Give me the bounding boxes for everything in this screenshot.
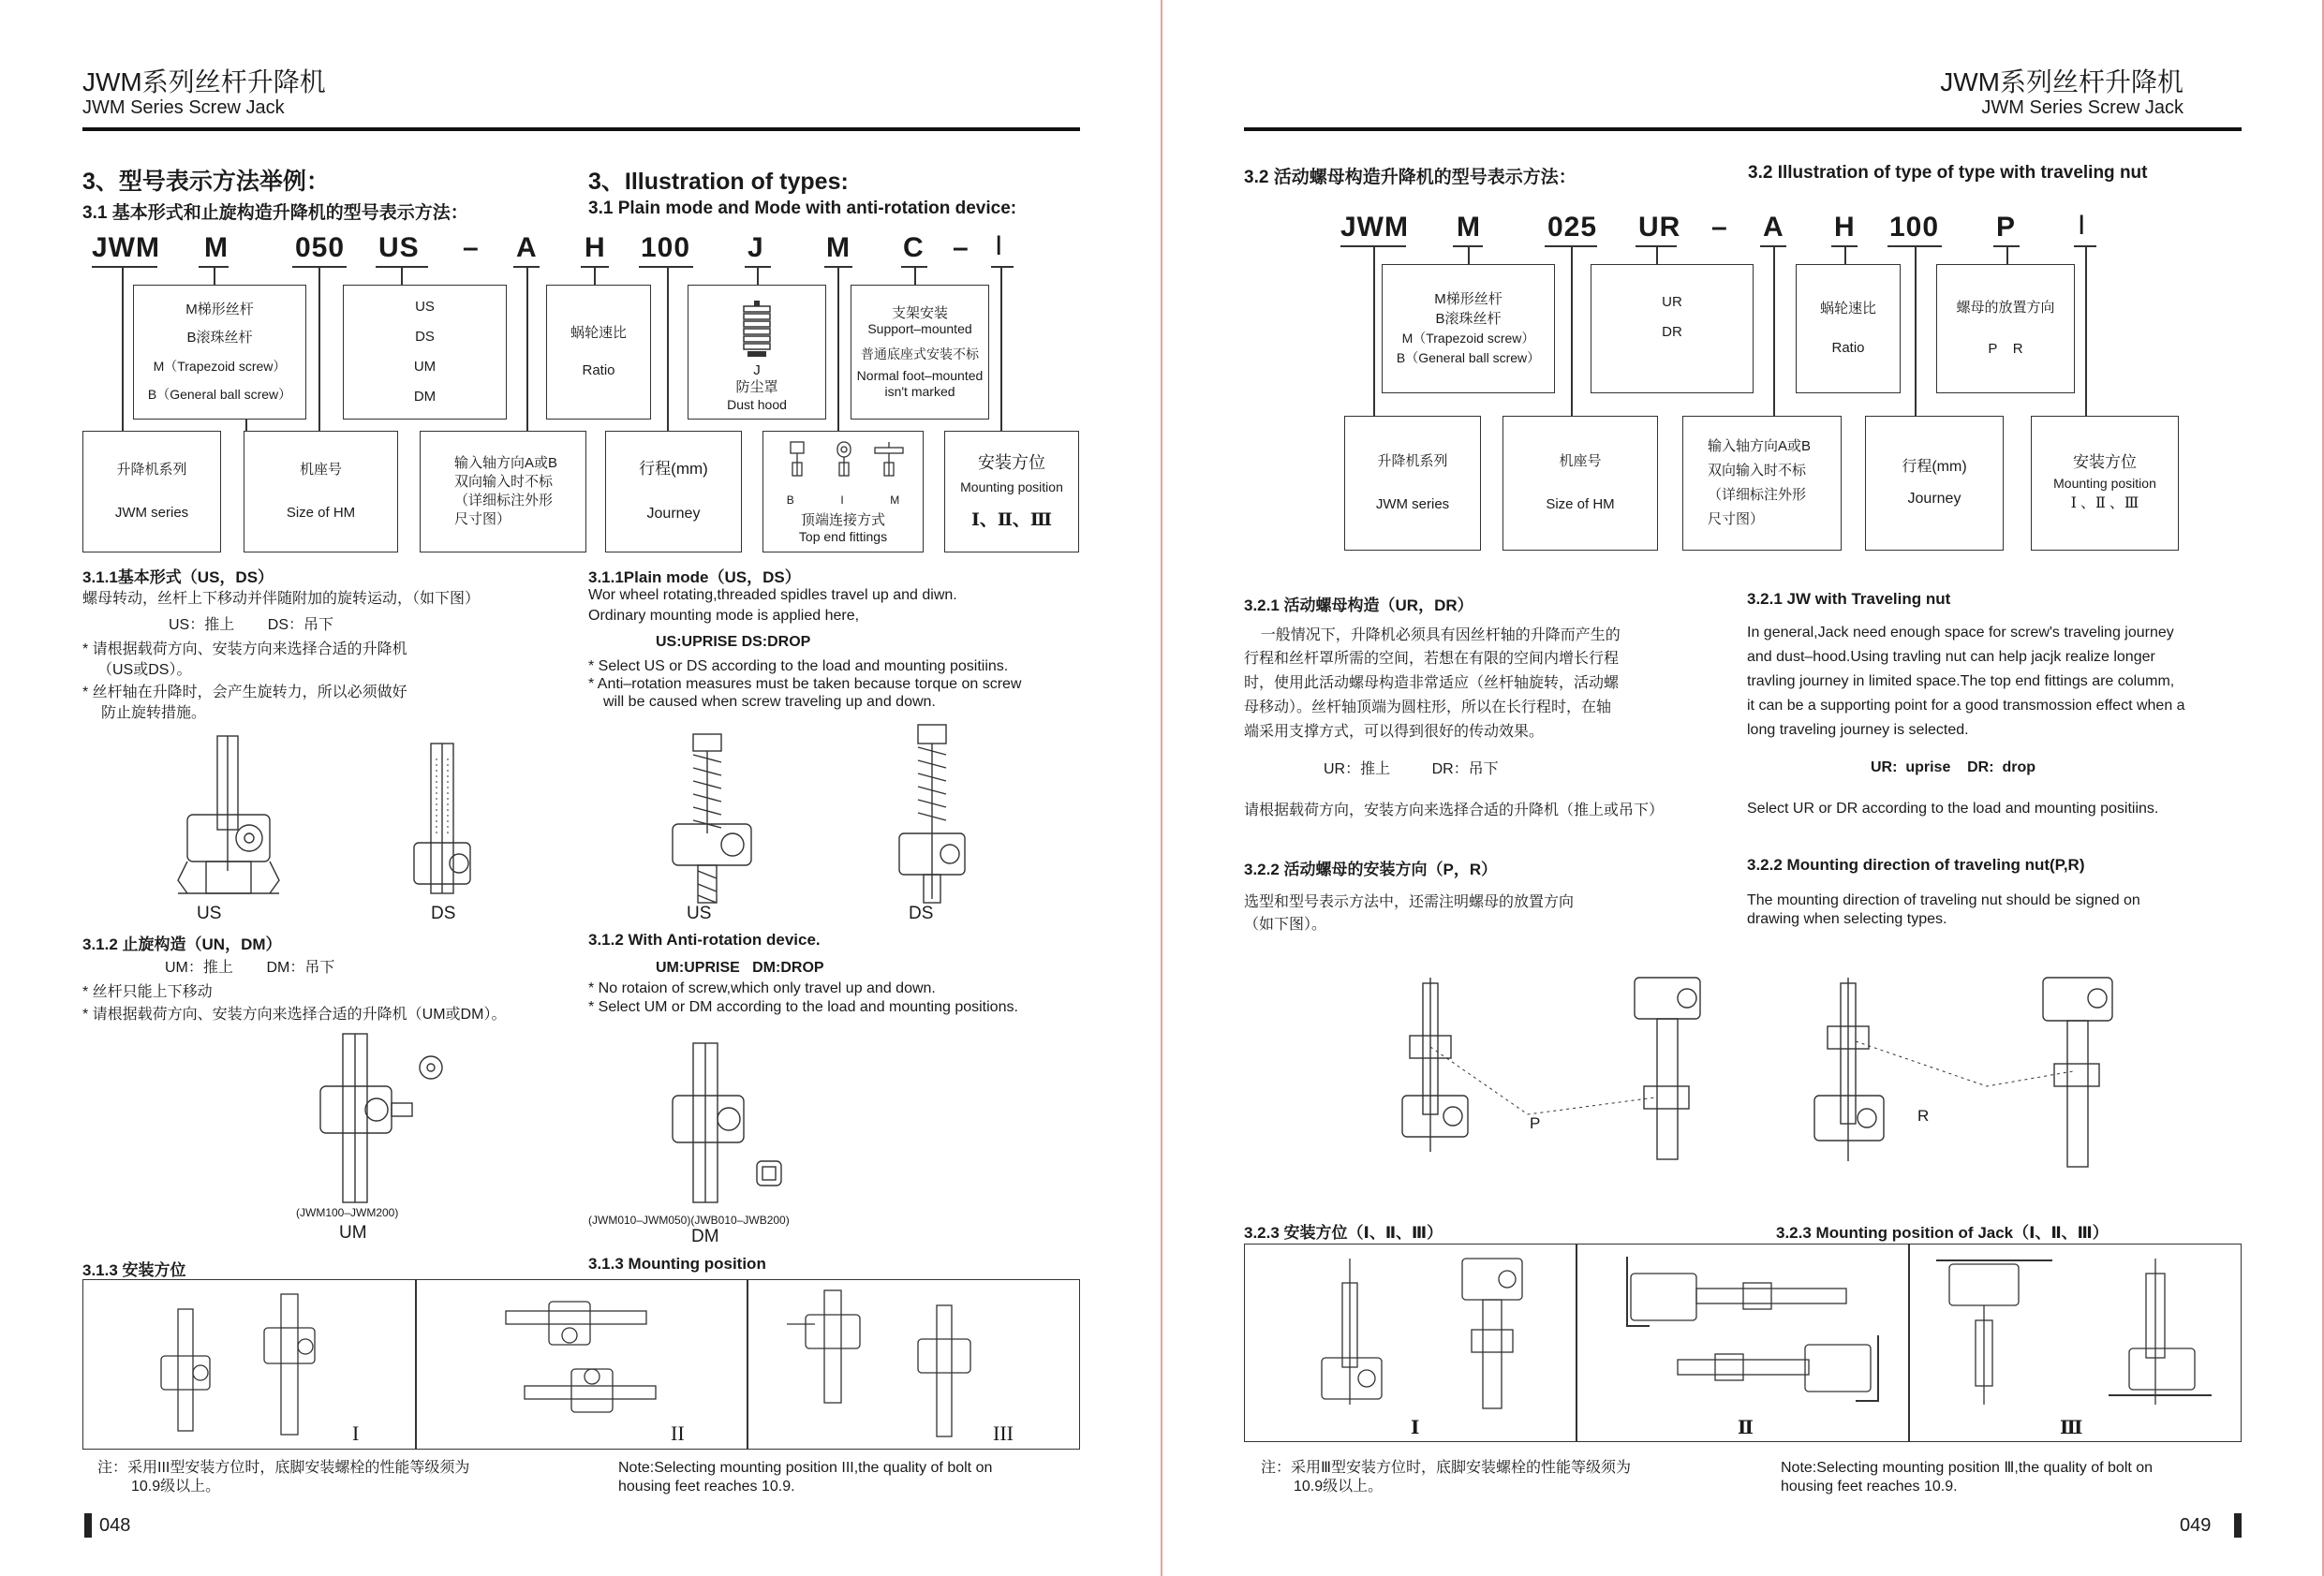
code-mount: I	[2078, 210, 2087, 241]
code-jwm: JWM	[1340, 212, 1409, 243]
box-size: 机座号 Size of HM	[1502, 416, 1658, 551]
code-journey: 100	[1889, 212, 1940, 243]
code-dash2: –	[953, 232, 970, 263]
box-input-direction: 输入轴方向A或B 双向输入时不标 （详细标注外形 尺寸图）	[1682, 416, 1842, 551]
box-mounting: 安装方位 Mounting position Ⅰ、Ⅱ、Ⅲ	[944, 431, 1079, 552]
page-049: JWM系列丝杆升降机 JWM Series Screw Jack 3.2 活动螺母构造升降机的型号表示方法： 3.2 Illustration of type of type with traveling nut JWM M 025 UR – A H 100 P I M梯形丝杆 B滚珠丝杆 M（Trapezoid screw） B（General ball screw） UR DR 蜗轮速比 Ratio 螺母的放置方向 P R 升降机系列 JWM series 机座号 Size of HM 输入轴方向A或B 双向输入时不标 （详细标注外形 尺寸图） 行程(mm) Journey 安装方位 Mounting position Ⅰ 、Ⅱ 、Ⅲ 3.2.1 活动螺母构造（UR，DR） 一般情况下，升降机必须具有因丝杆轴的升降而产生的 行程和丝杆罩所需的空间，若想在有限的空间内增长行程 时，使用此活动螺母构造非常适应（丝杆轴旋转，活动螺 母移动）。丝杆轴顶端为圆柱形，所以在长行程时，在轴 端采用支撑方式，可以得到很好的传动效果。 UR：推上 DR：吊下 请根据载荷方向，安装方向来选择合适的升降机（推上或吊下） 3.2.1 JW with Traveling nut In general,Jack need enough space for screw's traveling journey and dust–hood.Using travling nut can help jacjk realize longer travling journey in limited space.The top end fittings are columm, it can be a supporting point for a good transmossion effect when a long traveling journey is selected. UR: uprise DR: drop Select UR or DR according to the load and mounting positiins. 3.2.2 活动螺母的安装方向（P，R） 选型和型号表示方法中，还需注明螺母的放置方向 （如下图）。 3.2.2 Mounting direction of traveling nut(P,R) The mounting direction of traveling nut should be signed on drawing when selecting types. P R 3.2.3 安装方位（Ⅰ、Ⅱ、Ⅲ） 3.2.3 Mounting position of Jack（Ⅰ、Ⅱ、Ⅲ） Ⅰ Ⅱ Ⅲ 注：采用Ⅲ型安装方位时，底脚安装螺栓的性能等级须为 10.9级以上。 Note:Selecting mounting position Ⅲ,the quality of bolt on housing feet reaches 10.9. 049	[1162, 0, 2324, 1576]
box-screw-type: M梯形丝杆 B滚珠丝杆 M（Trapezoid screw） B（General ball screw）	[133, 285, 306, 420]
nut-direction-p-figure	[1397, 974, 1715, 1161]
code-h: H	[1834, 212, 1856, 243]
box-support: 支架安装 Support–mounted 普通底座式安装不标 Normal foot–mounted isn't marked	[851, 285, 989, 420]
mount-label-iii: Ⅲ	[2060, 1418, 2083, 1438]
code-mode: US	[378, 232, 420, 263]
box-series: 升降机系列 JWM series	[1344, 416, 1481, 551]
jack-ds-bellows-figure	[890, 721, 974, 908]
box-journey: 行程(mm) Journey	[605, 431, 742, 552]
s323-title-en: 3.2.3 Mounting position of Jack（Ⅰ、Ⅱ、Ⅲ）	[1776, 1224, 2109, 1242]
code-a: A	[516, 232, 538, 263]
header-title-cn: JWM系列丝杆升降机	[82, 67, 326, 96]
header-rule	[1244, 127, 2242, 131]
section-3-cn: 3、型号表示方法举例：	[82, 169, 330, 195]
box-mode: US DS UM DM	[343, 285, 507, 420]
page-number: 049	[2180, 1515, 2212, 1536]
note-cn: 注：采用Ⅲ型安装方位时，底脚安装螺栓的性能等级须为	[1261, 1460, 1632, 1476]
code-top-m: M	[826, 232, 851, 263]
jack-um-figure	[309, 1030, 459, 1208]
code-journey: 100	[641, 232, 691, 263]
note-en: Note:Selecting mounting position III,the quality of bolt on	[618, 1460, 993, 1476]
s311-title-cn: 3.1.1基本形式（US，DS）	[82, 568, 274, 586]
header-title-en: JWM Series Screw Jack	[1981, 97, 2183, 118]
mount-label-i: Ⅰ	[1411, 1418, 1420, 1438]
code-mode: UR	[1638, 212, 1681, 243]
s323-title-cn: 3.2.3 安装方位（Ⅰ、Ⅱ、Ⅲ）	[1244, 1224, 1443, 1242]
fig-label-ds2: DS	[909, 904, 934, 923]
fig-label-us: US	[197, 904, 222, 923]
box-ratio: 蜗轮速比 Ratio	[1796, 264, 1901, 393]
box-series: 升降机系列 JWM series	[82, 431, 221, 552]
fig-label-p: P	[1530, 1114, 1541, 1132]
header-rule	[82, 127, 1080, 131]
section-32-cn: 3.2 活动螺母构造升降机的型号表示方法：	[1244, 168, 1576, 187]
code-p: P	[1996, 212, 2017, 243]
jack-dm-figure	[646, 1039, 787, 1208]
top-end-fittings-icon	[777, 438, 909, 493]
code-h: H	[585, 232, 606, 263]
s313-title-cn: 3.1.3 安装方位	[82, 1261, 186, 1279]
code-m: M	[204, 232, 229, 263]
mount-label-iii: III	[993, 1421, 1014, 1445]
mount-ii-figure	[1621, 1251, 1884, 1410]
code-dash: –	[1711, 212, 1728, 243]
code-dash1: –	[463, 232, 480, 263]
box-ratio: 蜗轮速比 Ratio	[546, 285, 651, 420]
jack-ds-figure	[405, 740, 480, 899]
s321-title-en: 3.2.1 JW with Traveling nut	[1747, 590, 1951, 608]
jack-us-bellows-figure	[656, 730, 777, 908]
jack-us-figure	[169, 730, 290, 899]
code-mount: I	[995, 230, 1004, 261]
fig-label-um: UM	[339, 1223, 367, 1243]
mount-i-figure	[1303, 1255, 1547, 1414]
nut-direction-r-figure	[1799, 974, 2137, 1171]
box-screw-type: M梯形丝杆 B滚珠丝杆 M（Trapezoid screw） B（General ball screw）	[1382, 264, 1555, 393]
note-cn: 注：采用III型安装方位时，底脚安装螺栓的性能等级须为	[97, 1460, 470, 1476]
section-32-en: 3.2 Illustration of type of type with traveling nut	[1748, 163, 2148, 183]
box-mode: UR DR	[1591, 264, 1754, 393]
mount-iii-figure	[1931, 1255, 2221, 1414]
note-en: Note:Selecting mounting position Ⅲ,the quality of bolt on	[1781, 1460, 2154, 1476]
code-a: A	[1763, 212, 1784, 243]
mount-label-ii: II	[671, 1421, 685, 1445]
mount-iii-figure	[777, 1287, 984, 1440]
fig-label-us2: US	[687, 904, 712, 923]
box-top-end: B I M 顶端连接方式 Top end fittings	[762, 431, 924, 552]
header-title-cn: JWM系列丝杆升降机	[1940, 67, 2183, 96]
code-m: M	[1457, 212, 1481, 243]
page-048: JWM系列丝杆升降机 JWM Series Screw Jack 3、型号表示方法举例： 3、Illustration of types: 3.1 基本形式和止旋构造升降机的型号表示方法： 3.1 Plain mode and Mode with anti-rotation device: JWM M 050 US – A H 100 J M C – I M梯形丝杆 B滚珠丝杆 M（Trapezoid screw） B（General ball screw） US DS UM DM 蜗轮速比 Ratio J 防尘罩 Dust hood 支架安装 Support–mounted 普通底座式安装不标 Normal foot–mounted isn't marked 升降机系列 JWM series 机座号 Size of HM 输入轴方向A或B 双向输入时不标 （详细标注外形 尺寸图） 行程(mm) Journey B I M 顶端连接方式 Top end fittings 安装方位 Mounting position Ⅰ、Ⅱ、Ⅲ 3.1.1基本形式（US，DS） 螺母转动，丝杆上下移动并伴随附加的旋转运动，（如下图） US：推上 DS：吊下 * 请根据载荷方向、安装方向来选择合适的升降机 （US或DS）。 * 丝杆轴在升降时，会产生旋转力，所以必须做好 防止旋转措施。 3.1.1Plain mode（US，DS） Wor wheel rotating,threaded spidles travel up and diwn. Ordinary mounting mode is applied here, US:UPRISE DS:DROP * Select US or DS according to the load and mounting positiins. * Anti–rotation measures must be taken because torque on screw will be caused when screw traveling up and down. US DS US DS 3.1.2 止旋构造（UN，DM） UM：推上 DM：吊下 * 丝杆只能上下移动 * 请根据载荷方向、安装方向来选择合适的升降机（UM或DM）。 3.1.2 With Anti-rotation device. UM:UPRISE DM:DROP * No rotaion of screw,which only travel up and down. * Select UM or DM according to the load and mounting positions. (JWM100–JWM200) UM (JWM010–JWM050)(JWB010–JWB200) DM 3.1.3 安装方位 3.1.3 Mounting position I II III 注：采用III型安装方位时，底脚安装螺栓的性能等级须为 10.9级以上。 Note:Selecting mounting position III,the quality of bolt on housing feet reaches 10.9. 048	[0, 0, 1162, 1576]
code-j: J	[748, 232, 764, 263]
box-mounting: 安装方位 Mounting position Ⅰ 、Ⅱ 、Ⅲ	[2031, 416, 2179, 551]
box-size: 机座号 Size of HM	[244, 431, 398, 552]
code-size: 050	[295, 232, 346, 263]
s313-title-en: 3.1.3 Mounting position	[588, 1255, 766, 1273]
fig-label-r: R	[1917, 1107, 1930, 1125]
box-dust-hood: J 防尘罩 Dust hood	[688, 285, 826, 420]
s322-title-cn: 3.2.2 活动螺母的安装方向（P，R）	[1244, 861, 1498, 878]
mount-label-ii: Ⅱ	[1738, 1418, 1754, 1438]
page-number: 048	[99, 1515, 131, 1536]
dust-hood-icon	[738, 301, 776, 359]
fig-label-ds: DS	[431, 904, 456, 923]
code-size: 025	[1547, 212, 1598, 243]
s311-title-en: 3.1.1Plain mode（US，DS）	[588, 568, 801, 586]
s322-title-en: 3.2.2 Mounting direction of traveling nut(P,R)	[1747, 856, 2085, 874]
mount-ii-figure	[496, 1298, 665, 1420]
mount-i-figure	[150, 1290, 375, 1440]
s321-title-cn: 3.2.1 活动螺母构造（UR，DR）	[1244, 597, 1473, 614]
s312-title-en: 3.1.2 With Anti-rotation device.	[588, 931, 821, 949]
section-3-en: 3、Illustration of types:	[588, 169, 849, 195]
code-c: C	[903, 232, 925, 263]
header-title-en: JWM Series Screw Jack	[82, 97, 285, 118]
section-31-en: 3.1 Plain mode and Mode with anti-rotation device:	[588, 199, 1017, 218]
section-31-cn: 3.1 基本形式和止旋构造升降机的型号表示方法：	[82, 203, 468, 223]
box-journey: 行程(mm) Journey	[1865, 416, 2004, 551]
box-nut-direction: 螺母的放置方向 P R	[1936, 264, 2075, 393]
s312-title-cn: 3.1.2 止旋构造（UN，DM）	[82, 935, 282, 953]
mount-label-i: I	[352, 1421, 360, 1445]
fig-label-dm: DM	[691, 1227, 719, 1246]
code-jwm: JWM	[92, 232, 160, 263]
box-input-direction: 输入轴方向A或B 双向输入时不标 （详细标注外形 尺寸图）	[420, 431, 586, 552]
